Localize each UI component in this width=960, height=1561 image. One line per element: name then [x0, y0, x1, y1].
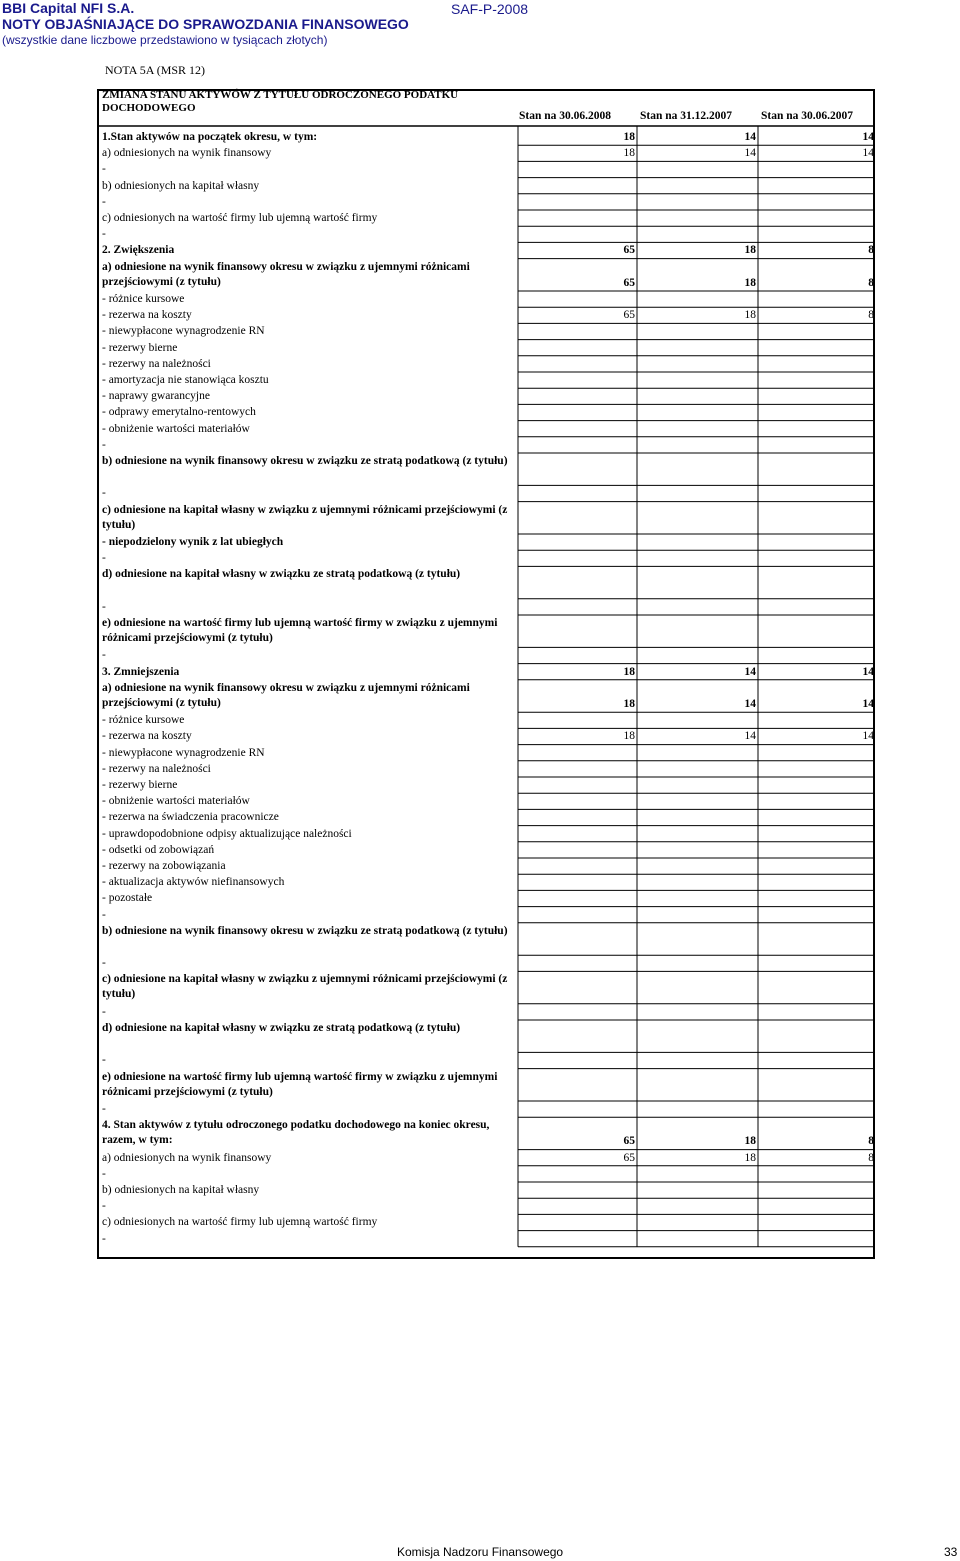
row-value: 65 [623, 276, 635, 289]
row-label: c) odniesione na kapitał własny w związku z ujemnymi różnicami przejściowymi (z tytułu) [102, 503, 508, 531]
row-value: 18 [623, 147, 635, 160]
row-label: - [102, 1232, 106, 1245]
row-label: 4. Stan aktywów z tytułu odroczonego podatku dochodowego na koniec okresu, razem, w tym: [102, 1119, 490, 1147]
form-code: SAF-P-2008 [451, 1, 529, 17]
row-label: b) odniesionych na kapitał własny [102, 179, 260, 192]
row-value: 18 [623, 698, 635, 710]
table-title-line2: DOCHODOWEGO [102, 102, 196, 114]
row-label: - [102, 649, 106, 662]
row-label: c) odniesione na kapitał własny w związku z ujemnymi różnicami przejściowymi (z tytułu) [102, 973, 508, 1001]
row-value: 65 [623, 244, 635, 257]
row-label: - [102, 1200, 106, 1213]
row-label: a) odniesionych na wynik finansowy [102, 1151, 272, 1164]
row-label: a) odniesionych na wynik finansowy [102, 147, 272, 160]
row-value: 14 [744, 730, 756, 743]
row-label: b) odniesione na wynik finansowy okresu w związku ze stratą podatkową (z tytułu) [102, 455, 508, 467]
row-value: 18 [623, 730, 635, 743]
row-value: 18 [623, 665, 635, 678]
row-value: 8 [868, 276, 874, 289]
row-value: 14 [744, 147, 756, 160]
column-header: Stan na 30.06.2007 [761, 110, 854, 122]
row-value: 18 [744, 276, 756, 289]
row-label: - [102, 908, 106, 921]
row-label: - rezerwa na koszty [102, 309, 192, 322]
row-label: d) odniesione na kapitał własny w związku ze stratą podatkową (z tytułu) [102, 1022, 461, 1034]
row-label: a) odniesione na wynik finansowy okresu w związku z ujemnymi różnicami przejściowymi (z tytułu) [102, 260, 470, 288]
row-label: c) odniesionych na wartość firmy lub ujemną wartość firmy [102, 1216, 378, 1229]
row-label: - [102, 1054, 106, 1067]
row-label: - niewypłacone wynagrodzenie RN [102, 325, 265, 338]
row-label: - [102, 600, 106, 613]
row-label: - obniżenie wartości materiałów [102, 422, 250, 435]
row-label: 1.Stan aktywów na początek okresu, w tym: [102, 131, 318, 143]
row-value: 18 [744, 244, 756, 257]
row-value: 14 [744, 665, 756, 678]
note-title: NOTA 5A (MSR 12) [105, 63, 206, 77]
row-label: - rezerwy na należności [102, 357, 211, 370]
row-label: 2. Zwiększenia [102, 244, 175, 257]
row-value: 14 [862, 131, 874, 143]
row-label: - obniżenie wartości materiałów [102, 795, 250, 808]
report-title: NOTY OBJAŚNIAJĄCE DO SPRAWOZDANIA FINANSOWEGO [2, 16, 409, 32]
row-label: - [102, 1167, 106, 1180]
row-label: - [102, 1103, 106, 1115]
row-label: - [102, 228, 106, 241]
row-label: - niewypłacone wynagrodzenie RN [102, 746, 265, 759]
row-label: c) odniesionych na wartość firmy lub ujemną wartość firmy [102, 212, 378, 224]
row-label: - różnice kursowe [102, 293, 185, 305]
row-value: 65 [623, 309, 635, 322]
row-value: 18 [744, 1135, 756, 1148]
row-value: 8 [868, 1135, 874, 1148]
company-name: BBI Capital NFI S.A. [2, 0, 135, 16]
row-label: - niepodzielony wynik z lat ubiegłych [102, 536, 284, 548]
row-label: e) odniesione na wartość firmy lub ujemną wartość firmy w związku z ujemnymi różnicami przejściowymi (z tytułu) [102, 617, 498, 644]
table-title-line1: ZMIANA STANU AKTYWÓW Z TYTUŁU ODROCZONEGO PODATKU [102, 89, 459, 101]
row-label: b) odniesione na wynik finansowy okresu w związku ze stratą podatkową (z tytułu) [102, 924, 508, 937]
row-label: - odsetki od zobowiązań [102, 843, 215, 856]
row-label: - pozostałe [102, 892, 153, 905]
row-label: - [102, 195, 106, 208]
row-value: 14 [862, 147, 874, 160]
row-label: - [102, 552, 106, 565]
row-label: - rezerwy bierne [102, 341, 178, 354]
row-label: - [102, 487, 106, 500]
row-value: 65 [623, 1135, 635, 1148]
row-value: 14 [862, 698, 874, 710]
row-value: 14 [862, 730, 874, 743]
row-value: 8 [868, 1151, 874, 1164]
row-label: - [102, 957, 106, 970]
row-label: d) odniesione na kapitał własny w związku ze stratą podatkową (z tytułu) [102, 568, 461, 581]
row-value: 8 [868, 309, 874, 322]
row-label: - uprawdopodobnione odpisy aktualizujące należności [102, 827, 352, 840]
row-value: 18 [623, 131, 635, 143]
row-value: 14 [862, 665, 874, 678]
row-label: - rezerwy na zobowiązania [102, 860, 226, 872]
row-value: 8 [868, 244, 874, 257]
row-value: 65 [623, 1151, 635, 1164]
row-label: - różnice kursowe [102, 714, 185, 727]
row-value: 14 [744, 131, 756, 143]
row-label: - [102, 438, 106, 451]
row-label: - [102, 163, 106, 176]
row-label: 3. Zmniejszenia [102, 665, 180, 678]
row-label: b) odniesionych na kapitał własny [102, 1184, 260, 1196]
column-header: Stan na 30.06.2008 [519, 110, 612, 122]
row-label: - rezerwa na świadczenia pracownicze [102, 811, 279, 824]
row-label: - amortyzacja nie stanowiąca kosztu [102, 374, 269, 386]
row-label: - rezerwa na koszty [102, 730, 192, 743]
page-number: 33 [944, 1545, 958, 1559]
row-value: 18 [744, 1151, 756, 1164]
row-label: - rezerwy bierne [102, 779, 178, 791]
column-header: Stan na 31.12.2007 [640, 110, 733, 122]
row-label: - [102, 1005, 106, 1018]
footer-source: Komisja Nadzoru Finansowego [397, 1545, 564, 1559]
row-label: a) odniesione na wynik finansowy okresu w związku z ujemnymi różnicami przejściowymi (z tytułu) [102, 681, 470, 709]
row-label: - odprawy emerytalno-rentowych [102, 406, 256, 419]
row-label: - aktualizacja aktywów niefinansowych [102, 876, 285, 889]
row-label: - naprawy gwarancyjne [102, 390, 210, 403]
row-label: e) odniesione na wartość firmy lub ujemną wartość firmy w związku z ujemnymi różnicami przejściowymi (z tytułu) [102, 1070, 498, 1098]
row-label: - rezerwy na należności [102, 762, 211, 775]
row-value: 14 [744, 698, 756, 710]
row-value: 18 [744, 309, 756, 322]
units-note: (wszystkie dane liczbowe przedstawiono w tysiącach złotych) [2, 33, 328, 47]
